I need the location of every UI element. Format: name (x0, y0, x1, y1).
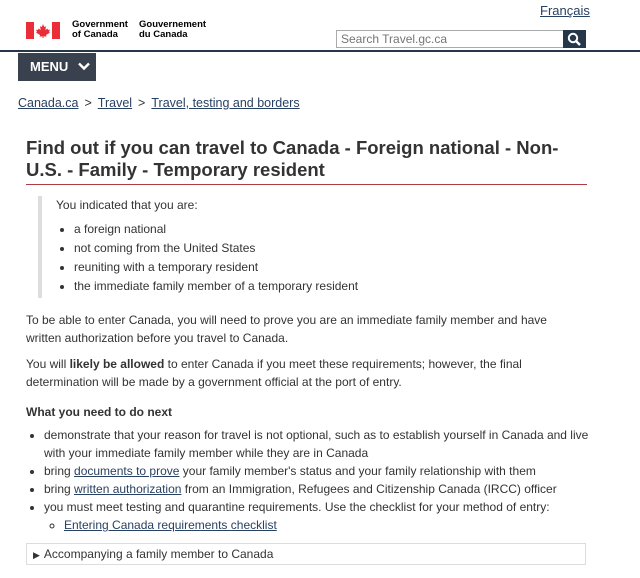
menu-button[interactable] (18, 53, 96, 81)
header-divider (0, 50, 640, 52)
chevron-down-icon (78, 62, 90, 71)
next-steps-heading: What you need to do next (26, 405, 172, 419)
list-item: • reuniting with a temporary resident (74, 258, 358, 277)
breadcrumb (18, 96, 300, 110)
written-authorization-link[interactable]: written authorization (74, 482, 182, 496)
list-item: • the immediate family member of a temporary resident (74, 277, 358, 296)
caret-right-icon: ▶ (33, 550, 40, 560)
signature-en-line1: Government (72, 19, 128, 30)
list-item: • not coming from the United States (74, 239, 358, 258)
requirement-paragraph: To be able to enter Canada, you will need to prove you are an immediate family member and have written authorization before you travel to Canada. (26, 313, 547, 345)
breadcrumb-separator: > (138, 96, 146, 110)
answers-lead: You indicated that you are: (56, 198, 198, 212)
breadcrumb-travel[interactable]: Travel (97, 96, 133, 110)
answers-summary (38, 196, 358, 298)
item-text: from an Immigration, Refugees and Citizenship Canada (IRCC) officer (181, 482, 557, 496)
details-summary-label: Accompanying a family member to Canada (43, 547, 274, 561)
item-text: you must meet testing and quarantine requirements. Use the checklist for your method of entry: (44, 500, 550, 514)
signature-fr-line1: Gouvernement (139, 19, 207, 30)
list-item: • demonstrate that your reason for travel is not optional, such as to establish yourself in Canada and live with your immediate family member while they are in Canada (44, 426, 609, 462)
documents-to-prove-link[interactable]: documents to prove (74, 464, 180, 478)
list-item (44, 462, 609, 480)
likelihood-text-start: You will (26, 357, 70, 371)
list-item (44, 480, 609, 498)
item-text: bring (44, 464, 75, 478)
list-item: • a foreign national (74, 220, 358, 239)
breadcrumb-travel-testing-borders[interactable]: Travel, testing and borders (151, 96, 300, 110)
accompanying-family-details[interactable] (26, 543, 586, 565)
list-item (44, 498, 609, 534)
language-toggle-link[interactable]: Français (540, 3, 590, 18)
menu-label: MENU (30, 59, 69, 74)
list-item (64, 516, 609, 534)
answers-list (56, 220, 358, 296)
canada-flag-logo (26, 22, 60, 39)
entering-canada-checklist-link[interactable]: Entering Canada requirements checklist (64, 518, 277, 532)
likelihood-text-end: to enter Canada if you meet these requirements; however, the final determination will be made by a government official at the port of entry. (26, 357, 522, 389)
breadcrumb-canada[interactable]: Canada.ca (18, 96, 79, 110)
search-button[interactable] (563, 30, 586, 48)
search-box (336, 30, 586, 48)
next-steps-list (26, 426, 609, 534)
search-input[interactable] (337, 31, 573, 47)
likelihood-emphasis: likely be allowed (69, 357, 165, 371)
page-title: Find out if you can travel to Canada - Foreign national - Non-U.S. - Family - Temporary resident (26, 137, 587, 185)
checklist-sublist (44, 516, 609, 534)
signature-english (72, 20, 128, 40)
breadcrumb-separator: > (84, 96, 92, 110)
signature-fr-line2: du Canada (139, 29, 188, 40)
item-text: your family member's status and your family relationship with them (179, 464, 536, 478)
likelihood-paragraph (26, 355, 581, 391)
item-text: bring (44, 482, 75, 496)
signature-en-line2: of Canada (72, 29, 118, 40)
signature-french (139, 20, 206, 40)
search-icon (563, 30, 586, 48)
